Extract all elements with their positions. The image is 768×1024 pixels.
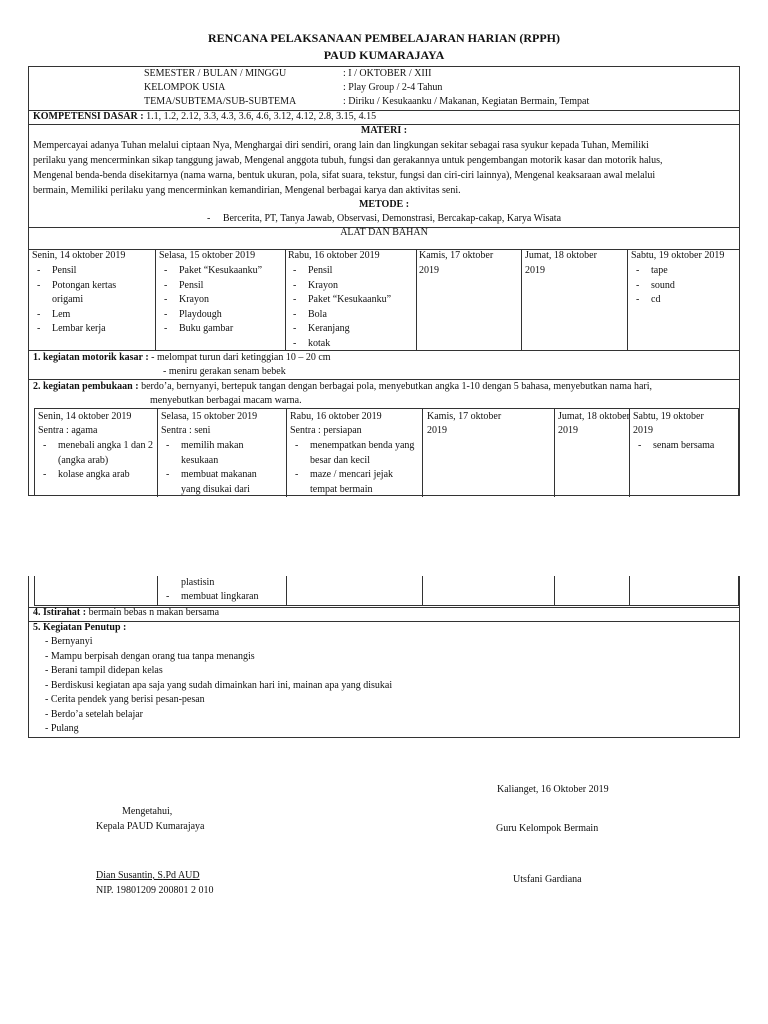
list-item: - membuat makanan yang disukai dari — [161, 468, 279, 497]
metode-value: - Bercerita, PT, Tanya Jawab, Observasi, Demonstrasi, Bercakap-cakap, Karya Wisata — [206, 213, 562, 224]
alat-list-selasa — [159, 264, 262, 337]
list-item: - Mampu berpisah dengan orang tua tanpa menangis — [45, 650, 392, 665]
pembukaan-text: berdo’a, bernyanyi, bertepuk tangan dengan berbagai pola, menyebutkan angka 1-10 dengan 5 bahasa, menyebutkan nama hari, — [138, 381, 652, 392]
pembukaan-line-2: menyebutkan berbagai macam warna. — [150, 395, 302, 406]
list-item: - tape — [631, 264, 675, 279]
alat-day-sabtu: Sabtu, 19 oktober 2019 — [631, 250, 725, 261]
motorik-line-1 — [33, 351, 331, 366]
list-item: - Pulang — [45, 722, 392, 737]
list-item: - Potongan kertas origami — [32, 279, 152, 308]
list-item: - Bola — [288, 308, 391, 323]
materi-line-2: perilaku yang mencerminkan sikap tanggung jawab, Mengenal anggota tubuh, fungsi dan gerakannya untuk pengembangan motorik kasar dan motorik halus, — [33, 155, 663, 166]
info-label-kelompok: KELOMPOK USIA — [144, 82, 226, 93]
sentra-day-selasa: Selasa, 15 oktober 2019 — [161, 411, 258, 422]
metode-title: METODE : — [358, 199, 410, 210]
list-item: - Paket “Kesukaanku” — [288, 293, 391, 308]
list-item: - Berani tampil didepan kelas — [45, 664, 392, 679]
list-item: - membuat lingkaran — [161, 590, 258, 605]
info-label-tema: TEMA/SUBTEMA/SUB-SUBTEMA — [144, 96, 297, 107]
sentra-name-rabu: Sentra : persiapan — [290, 425, 362, 436]
column-divider — [286, 576, 287, 606]
kompetensi-dasar — [33, 110, 376, 125]
list-item: - Krayon — [159, 293, 262, 308]
signature-right-name: Utsfani Gardiana — [513, 874, 582, 885]
signature-right-title: Guru Kelompok Bermain — [496, 823, 599, 834]
signature-place-date: Kalianget, 16 Oktober 2019 — [497, 784, 609, 795]
list-item: - kolase angka arab — [38, 468, 154, 483]
list-item: - Lem — [32, 308, 152, 323]
sentra-day-sabtu-year: 2019 — [633, 425, 653, 436]
alat-day-rabu: Rabu, 16 oktober 2019 — [288, 250, 380, 261]
list-item: - sound — [631, 279, 675, 294]
istirahat-label: 4. Istirahat : — [33, 607, 87, 618]
metode-text: Bercerita, PT, Tanya Jawab, Observasi, Demonstrasi, Bercakap-cakap, Karya Wisata — [222, 213, 562, 224]
istirahat-row — [33, 606, 219, 621]
column-divider — [422, 409, 423, 497]
sentra-day-rabu: Rabu, 16 oktober 2019 — [290, 411, 382, 422]
list-item: - menempatkan benda yang besar dan kecil — [290, 439, 420, 468]
materi-title: MATERI : — [360, 125, 408, 136]
column-divider — [521, 249, 522, 350]
sentra-list-senin — [38, 439, 154, 483]
divider — [29, 621, 739, 622]
motorik-line-2: - meniru gerakan senam bebek — [163, 366, 286, 377]
sentra-name-selasa: Sentra : seni — [161, 425, 211, 436]
list-item: - cd — [631, 293, 675, 308]
list-item: - kotak — [288, 337, 391, 352]
info-label-semester: SEMESTER / BULAN / MINGGU — [144, 68, 287, 79]
column-divider — [554, 409, 555, 497]
signature-left-line1: Mengetahui, — [122, 806, 173, 817]
list-item: - maze / mencari jejak tempat bermain — [290, 468, 420, 497]
column-divider — [286, 409, 287, 497]
column-divider — [155, 249, 156, 350]
istirahat-text: bermain bebas n makan bersama — [86, 607, 220, 618]
list-item: - Cerita pendek yang berisi pesan-pesan — [45, 693, 392, 708]
sentra-day-jumat: Jumat, 18 oktober — [558, 411, 630, 422]
penutup-list — [45, 635, 392, 737]
sentra-name-senin: Sentra : agama — [38, 425, 98, 436]
alat-day-jumat: Jumat, 18 oktober — [525, 250, 597, 261]
sentra-day-kamis-year: 2019 — [427, 425, 447, 436]
list-item: - memilih makan kesukaan — [161, 439, 279, 468]
info-value-tema: : Diriku / Kesukaanku / Makanan, Kegiatan Bermain, Tempat — [343, 96, 590, 107]
motorik-label: 1. kegiatan motorik kasar : — [33, 352, 149, 363]
signature-left-name: Dian Susantin, S.Pd AUD — [96, 870, 200, 881]
list-item: - Playdough — [159, 308, 262, 323]
sentra-table — [34, 408, 739, 496]
pembukaan-label: 2. kegiatan pembukaan : — [33, 381, 139, 392]
list-item: - Pensil — [32, 264, 152, 279]
alat-day-jumat-year: 2019 — [525, 265, 545, 276]
sentra-day-sabtu: Sabtu, 19 oktober — [633, 411, 704, 422]
list-item: - Buku gambar — [159, 322, 262, 337]
alat-title: ALAT DAN BAHAN — [340, 227, 428, 238]
list-item: - Berdo’a setelah belajar — [45, 708, 392, 723]
column-divider — [629, 576, 630, 606]
signature-left-line2: Kepala PAUD Kumarajaya — [96, 821, 205, 832]
alat-list-senin — [32, 264, 152, 337]
penutup-label: 5. Kegiatan Penutup : — [33, 622, 127, 633]
list-item: - Lembar kerja — [32, 322, 152, 337]
materi-line-4: bermain, Memiliki perilaku yang mencerminkan kemandirian, Mengenal berbagai karya dan aktivitas seni. — [33, 185, 461, 196]
column-divider — [285, 249, 286, 350]
list-item: - menebali angka 1 dan 2 (angka arab) — [38, 439, 154, 468]
list-item: - senam bersama — [633, 439, 714, 454]
column-divider — [554, 576, 555, 606]
info-value-kelompok: : Play Group / 2-4 Tahun — [343, 82, 443, 93]
column-divider — [157, 576, 158, 606]
column-divider — [416, 249, 417, 350]
list-item: - Krayon — [288, 279, 391, 294]
alat-day-senin: Senin, 14 oktober 2019 — [32, 250, 126, 261]
materi-line-1: Mempercayai adanya Tuhan melalui ciptaan Nya, Menghargai diri sendiri, orang lain dan lingkungan sekitar sebagai rasa syukur kepada Tuhan, Memiliki — [33, 140, 649, 151]
kompetensi-value: 1.1, 1.2, 2.12, 3.3, 4.3, 3.6, 4.6, 3.12, 4.12, 2.8, 3.15, 4.15 — [143, 111, 377, 122]
continuation-list — [161, 590, 258, 605]
materi-line-3: Mengenal benda-benda disekitarnya (nama warna, bentuk ukuran, pola, sifat suara, tekstur, fungsi dan ciri-ciri lainnya), Mengenal keaksaraan awal melalui — [33, 170, 656, 181]
sentra-day-jumat-year: 2019 — [558, 425, 578, 436]
alat-day-selasa: Selasa, 15 oktober 2019 — [159, 250, 256, 261]
list-item: - Paket “Kesukaanku” — [159, 264, 262, 279]
signature-left-nip: NIP. 19801209 200801 2 010 — [96, 885, 214, 896]
list-item: - Pensil — [288, 264, 391, 279]
sentra-list-sabtu — [633, 439, 714, 454]
sentra-list-rabu — [290, 439, 420, 497]
column-divider — [157, 409, 158, 497]
sentra-list-selasa — [161, 439, 279, 497]
alat-list-sabtu — [631, 264, 675, 308]
alat-day-kamis-year: 2019 — [419, 265, 439, 276]
info-value-semester: : I / OKTOBER / XIII — [343, 68, 432, 79]
column-divider — [422, 576, 423, 606]
list-item: - Bernyanyi — [45, 635, 392, 650]
sentra-day-kamis: Kamis, 17 oktober — [427, 411, 502, 422]
alat-list-rabu — [288, 264, 391, 351]
list-item: - Keranjang — [288, 322, 391, 337]
pembukaan-line-1 — [33, 380, 652, 395]
kompetensi-label: KOMPETENSI DASAR : — [33, 111, 144, 122]
rpph-table-continued — [28, 576, 740, 738]
alat-day-kamis: Kamis, 17 oktober — [419, 250, 494, 261]
sentra-table-continued — [34, 576, 739, 606]
continuation-line: plastisin — [181, 577, 215, 588]
rpph-table — [28, 66, 740, 496]
sentra-day-senin: Senin, 14 oktober 2019 — [38, 411, 132, 422]
list-item: - Pensil — [159, 279, 262, 294]
document-subtitle: PAUD KUMARAJAYA — [323, 48, 445, 62]
motorik-text: - melompat turun dari ketinggian 10 – 20 cm — [148, 352, 331, 363]
list-item: - Berdiskusi kegiatan apa saja yang sudah dimainkan hari ini, mainan apa yang disukai — [45, 679, 392, 694]
column-divider — [627, 249, 628, 350]
document-title: RENCANA PELAKSANAAN PEMBELAJARAN HARIAN (RPPH) — [207, 31, 560, 45]
